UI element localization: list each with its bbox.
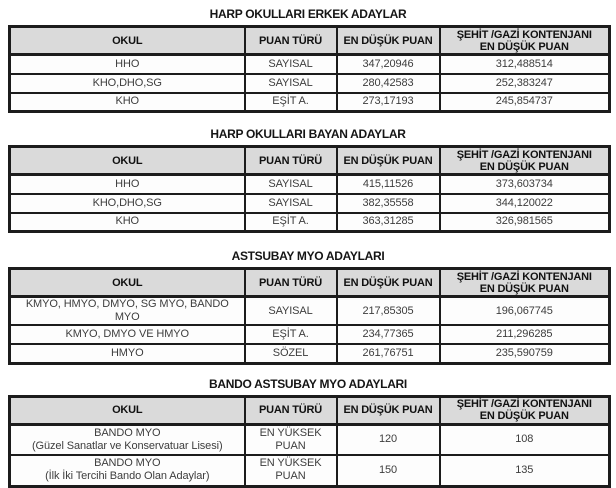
table-row	[10, 424, 610, 455]
cell-kontenjan-puan: 252,383247	[440, 74, 610, 93]
cell-en-dusuk-puan: 280,42583	[337, 74, 440, 93]
table-title: BANDO ASTSUBAY MYO ADAYLARI	[209, 376, 407, 391]
cell-okul: KMYO, HMYO, DMYO, SG MYO, BANDO MYO	[10, 297, 245, 326]
cell-kontenjan-puan: 245,854737	[440, 93, 610, 112]
cell-puan-turu: SAYISAL	[245, 297, 337, 326]
cell-kontenjan-puan: 211,296285	[440, 325, 610, 344]
table-row	[10, 55, 610, 74]
table-row	[10, 325, 610, 344]
cell-okul	[10, 455, 245, 486]
cell-puan-turu-line1: EN YÜKSEK	[259, 426, 322, 439]
cell-puan-turu: EŞİT A.	[245, 93, 337, 112]
cell-okul-line2: (Güzel Sanatlar ve Konservatuar Lisesi)	[31, 439, 223, 452]
cell-kontenjan-puan: 235,590759	[440, 344, 610, 363]
cell-okul: HHO	[10, 175, 245, 194]
cell-puan-turu-line2: PUAN	[275, 470, 306, 483]
cell-en-dusuk-puan: 120	[337, 424, 440, 455]
col-header-kontenjan-line1: ŞEHİT /GAZİ KONTENJANI	[456, 270, 592, 283]
table-title: HARP OKULLARI BAYAN ADAYLAR	[210, 127, 406, 141]
col-header-puan-turu: PUAN TÜRÜ	[245, 27, 337, 55]
col-header-okul: OKUL	[10, 147, 245, 175]
col-header-kontenjan	[440, 269, 610, 297]
cell-en-dusuk-puan: 382,35558	[337, 194, 440, 213]
cell-en-dusuk-puan: 347,20946	[337, 55, 440, 74]
cell-puan-turu: SAYISAL	[245, 74, 337, 93]
table-bando-astsubay-myo	[8, 395, 611, 488]
cell-kontenjan-puan: 344,120022	[440, 194, 610, 213]
col-header-okul: OKUL	[10, 269, 245, 297]
cell-en-dusuk-puan: 415,11526	[337, 175, 440, 194]
col-header-en-dusuk-puan: EN DÜŞÜK PUAN	[337, 396, 440, 424]
cell-okul-line1: BANDO MYO	[94, 426, 161, 439]
table-row	[10, 194, 610, 213]
col-header-kontenjan-line1: ŞEHİT /GAZİ KONTENJANI	[456, 148, 592, 161]
cell-kontenjan-puan: 196,067745	[440, 297, 610, 326]
cell-okul: KHO,DHO,SG	[10, 194, 245, 213]
col-header-puan-turu: PUAN TÜRÜ	[245, 269, 337, 297]
col-header-puan-turu: PUAN TÜRÜ	[245, 147, 337, 175]
col-header-okul: OKUL	[10, 27, 245, 55]
cell-puan-turu	[245, 424, 337, 455]
table-row	[10, 213, 610, 232]
cell-puan-turu: EŞİT A.	[245, 213, 337, 232]
cell-en-dusuk-puan: 217,85305	[337, 297, 440, 326]
col-header-kontenjan-line2: EN DÜŞÜK PUAN	[479, 160, 569, 173]
col-header-kontenjan	[440, 396, 610, 424]
cell-okul: KMYO, DMYO VE HMYO	[10, 325, 245, 344]
cell-okul: KHO,DHO,SG	[10, 74, 245, 93]
cell-puan-turu	[245, 455, 337, 486]
cell-en-dusuk-puan: 150	[337, 455, 440, 486]
col-header-en-dusuk-puan: EN DÜŞÜK PUAN	[337, 269, 440, 297]
cell-puan-turu-line1: EN YÜKSEK	[259, 457, 322, 470]
header-row	[10, 269, 610, 297]
cell-puan-turu: SAYISAL	[245, 55, 337, 74]
cell-okul: KHO	[10, 213, 245, 232]
table-row	[10, 455, 610, 486]
col-header-kontenjan-line2: EN DÜŞÜK PUAN	[479, 40, 569, 53]
table-row	[10, 93, 610, 112]
cell-okul-line1: BANDO MYO	[94, 457, 161, 470]
cell-puan-turu: SAYISAL	[245, 175, 337, 194]
table-row	[10, 344, 610, 363]
cell-puan-turu: SÖZEL	[245, 344, 337, 363]
section-bando-astsubay-myo	[8, 377, 608, 488]
col-header-kontenjan-line2: EN DÜŞÜK PUAN	[479, 282, 569, 295]
cell-okul: HHO	[10, 55, 245, 74]
header-row	[10, 27, 610, 55]
cell-puan-turu: EŞİT A.	[245, 325, 337, 344]
cell-kontenjan-puan: 108	[440, 424, 610, 455]
cell-en-dusuk-puan: 261,76751	[337, 344, 440, 363]
table-harp-okullari-erkek	[8, 25, 611, 113]
col-header-kontenjan	[440, 147, 610, 175]
col-header-kontenjan-line2: EN DÜŞÜK PUAN	[479, 410, 569, 422]
section-harp-erkek	[8, 7, 608, 113]
table-row	[10, 175, 610, 194]
cell-en-dusuk-puan: 363,31285	[337, 213, 440, 232]
table-title: ASTSUBAY MYO ADAYLARI	[231, 249, 385, 263]
col-header-okul: OKUL	[10, 396, 245, 424]
cell-kontenjan-puan: 135	[440, 455, 610, 486]
section-astsubay-myo	[8, 249, 608, 365]
cell-en-dusuk-puan: 234,77365	[337, 325, 440, 344]
col-header-puan-turu: PUAN TÜRÜ	[245, 396, 337, 424]
table-harp-okullari-bayan	[8, 145, 611, 233]
cell-kontenjan-puan: 326,981565	[440, 213, 610, 232]
cell-okul: KHO	[10, 93, 245, 112]
table-row	[10, 74, 610, 93]
table-astsubay-myo	[8, 267, 611, 365]
cell-puan-turu-line2: PUAN	[275, 439, 306, 452]
cell-kontenjan-puan: 312,488514	[440, 55, 610, 74]
col-header-en-dusuk-puan: EN DÜŞÜK PUAN	[337, 147, 440, 175]
cell-puan-turu: SAYISAL	[245, 194, 337, 213]
header-row	[10, 147, 610, 175]
cell-okul	[10, 424, 245, 455]
section-harp-bayan	[8, 127, 608, 233]
col-header-kontenjan-line1: ŞEHİT /GAZİ KONTENJANI	[456, 398, 592, 410]
header-row	[10, 396, 610, 424]
cell-kontenjan-puan: 373,603734	[440, 175, 610, 194]
col-header-kontenjan-line1: ŞEHİT /GAZİ KONTENJANI	[456, 28, 592, 41]
table-row	[10, 297, 610, 326]
col-header-kontenjan	[440, 27, 610, 55]
cell-okul-line2: (İlk İki Tercihi Bando Olan Adaylar)	[45, 470, 210, 483]
cell-en-dusuk-puan: 273,17193	[337, 93, 440, 112]
table-title: HARP OKULLARI ERKEK ADAYLAR	[209, 7, 407, 21]
cell-okul: HMYO	[10, 344, 245, 363]
col-header-en-dusuk-puan: EN DÜŞÜK PUAN	[337, 27, 440, 55]
